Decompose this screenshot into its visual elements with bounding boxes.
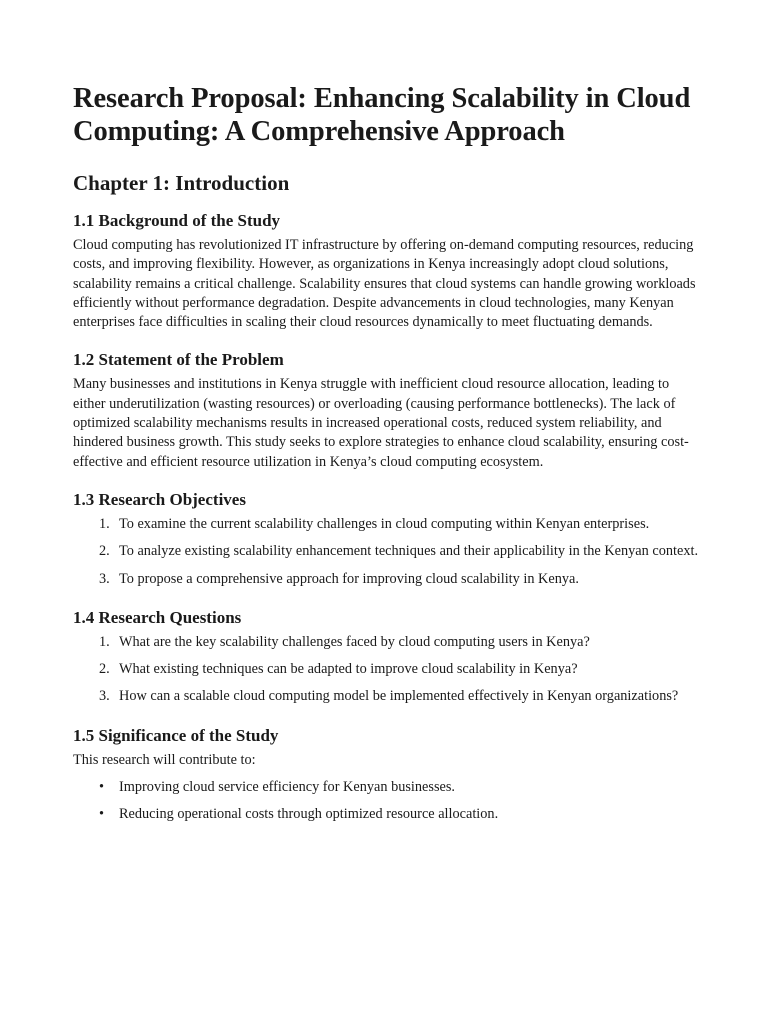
chapter-heading: Chapter 1: Introduction — [73, 171, 290, 195]
list-number: 2. — [99, 661, 110, 678]
list-item-text: How can a scalable cloud computing model be implemented effectively in Kenyan organizations? — [119, 688, 679, 705]
document-title: Research Proposal: Enhancing Scalability in Cloud Computing: A Comprehensive Approach — [73, 83, 691, 147]
list-item — [73, 660, 701, 679]
section-objectives — [73, 489, 701, 589]
list-item-text: Improving cloud service efficiency for Kenyan businesses. — [119, 779, 456, 796]
section-significance — [73, 725, 701, 825]
section-questions — [73, 607, 701, 707]
list-item — [73, 570, 701, 589]
section-paragraph: Cloud computing has revolutionized IT infrastructure by offering on-demand computing resources, reducing costs, and improving flexibility. However, as organizations in Kenya increasingly adopt cloud solutions, scalability remains a critical challenge. Scalability ensures that cloud systems can handle growing workloads efficiently without performance degradation. Despite advancements in cloud technologies, many Kenyan enterprises face difficulties in scaling their cloud resources dynamically to meet fluctuating demands. — [73, 237, 696, 331]
list-number: 2. — [99, 543, 110, 560]
list-item — [73, 542, 701, 561]
section-heading: 1.3 Research Objectives — [73, 489, 246, 509]
document-page — [73, 82, 701, 843]
list-item — [73, 778, 701, 797]
list-item-text: What are the key scalability challenges faced by cloud computing users in Kenya? — [119, 633, 590, 650]
list-number: 1. — [99, 633, 110, 650]
list-item-text: To propose a comprehensive approach for improving cloud scalability in Kenya. — [119, 570, 579, 587]
list-item — [73, 515, 701, 534]
list-item — [73, 805, 701, 824]
section-problem — [73, 349, 701, 471]
list-number: 3. — [99, 688, 110, 705]
section-heading: 1.1 Background of the Study — [73, 211, 281, 230]
bullet-icon: • — [99, 806, 105, 823]
list-item — [73, 633, 701, 652]
list-item — [73, 687, 701, 706]
list-item-text: Reducing operational costs through optimized resource allocation. — [119, 806, 499, 823]
section-lead-text: This research will contribute to: — [73, 751, 256, 768]
list-item-text: To analyze existing scalability enhancement techniques and their applicability in the Kenyan context. — [119, 543, 699, 560]
objectives-list — [73, 515, 701, 589]
list-item-text: What existing techniques can be adapted to improve cloud scalability in Kenya? — [119, 661, 578, 678]
list-item-text: To examine the current scalability challenges in cloud computing within Kenyan enterprises. — [119, 515, 650, 532]
questions-list — [73, 633, 701, 707]
list-number: 1. — [99, 515, 110, 532]
significance-list — [73, 778, 701, 825]
list-number: 3. — [99, 570, 110, 587]
bullet-icon: • — [99, 779, 105, 796]
section-paragraph: Many businesses and institutions in Kenya struggle with inefficient cloud resource allocation, leading to either underutilization (wasting resources) or overloading (causing performance bottlenecks). The lack of optimized scalability mechanisms results in increased operational costs, reduced system reliability, and hindered business growth. This study seeks to explore strategies to enhance cloud scalability, ensuring cost-effective and efficient resource utilization in Kenya’s cloud computing ecosystem. — [73, 376, 689, 470]
section-background — [73, 210, 701, 332]
section-heading: 1.2 Statement of the Problem — [73, 350, 284, 370]
section-heading: 1.5 Significance of the Study — [73, 725, 279, 745]
section-heading: 1.4 Research Questions — [73, 607, 242, 627]
